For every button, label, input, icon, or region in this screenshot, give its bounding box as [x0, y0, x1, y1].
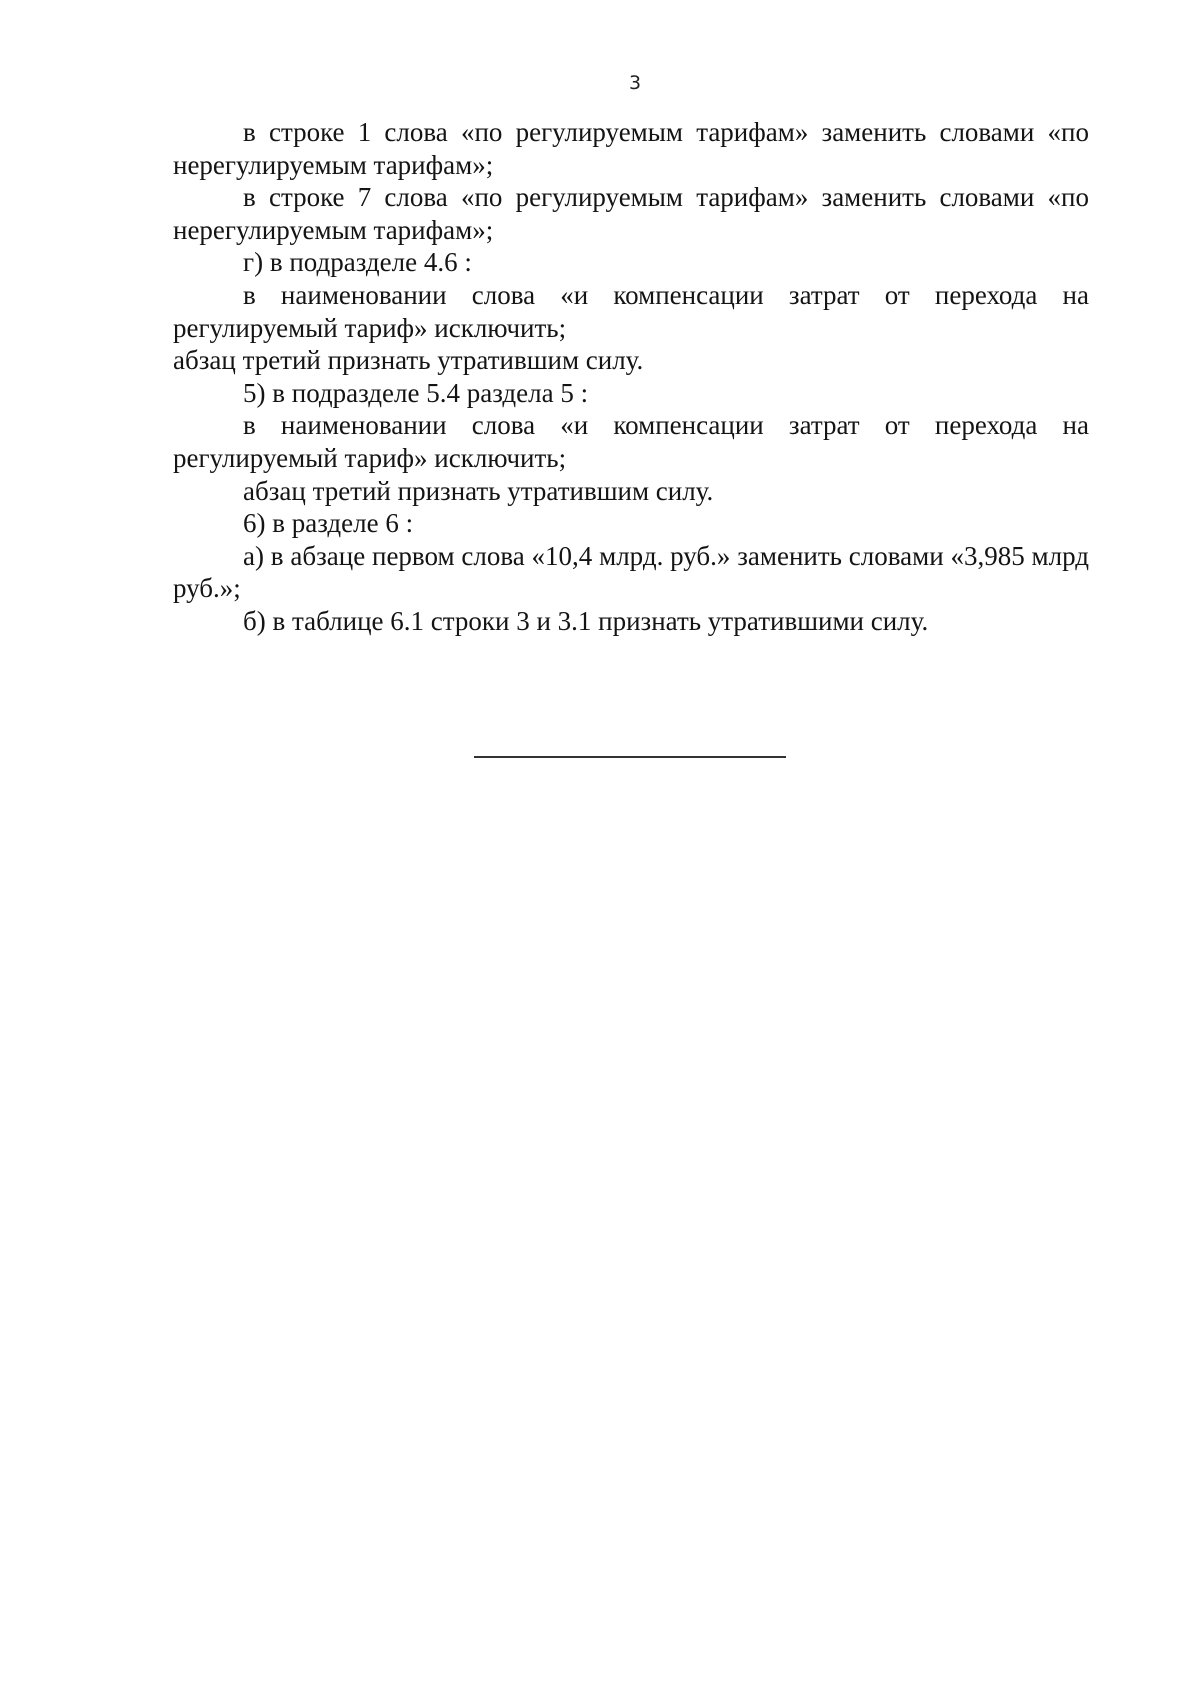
paragraph-9: 6) в разделе 6 : — [243, 508, 414, 539]
document-body — [173, 116, 1089, 638]
paragraph-7: в наименовании слова «и компенсации затрат от перехода на регулируемый тариф» исключить; — [173, 410, 1089, 473]
page-number: 3 — [628, 72, 642, 94]
paragraph-11: б) в таблице 6.1 строки 3 и 3.1 признать утратившими силу. — [243, 605, 929, 636]
paragraph-10: а) в абзаце первом слова «10,4 млрд. руб.» заменить словами «3,985 млрд руб.»; — [173, 540, 1089, 604]
paragraph-1: в строке 1 слова «по регулируемым тарифам» заменить словами «по нерегулируемым тарифам»; — [173, 117, 1089, 180]
paragraph-6: 5) в подразделе 5.4 раздела 5 : — [243, 377, 589, 408]
paragraph-8: абзац третий признать утратившим силу. — [243, 475, 714, 506]
paragraph-4: в наименовании слова «и компенсации затрат от перехода на регулируемый тариф» исключить; — [173, 279, 1089, 343]
paragraph-2: в строке 7 слова «по регулируемым тарифам» заменить словами «по нерегулируемым тарифам»; — [173, 182, 1089, 245]
paragraph-5: абзац третий признать утратившим силу. — [173, 345, 644, 376]
end-separator-line — [474, 756, 786, 758]
paragraph-3: г) в подразделе 4.6 : — [243, 247, 472, 278]
